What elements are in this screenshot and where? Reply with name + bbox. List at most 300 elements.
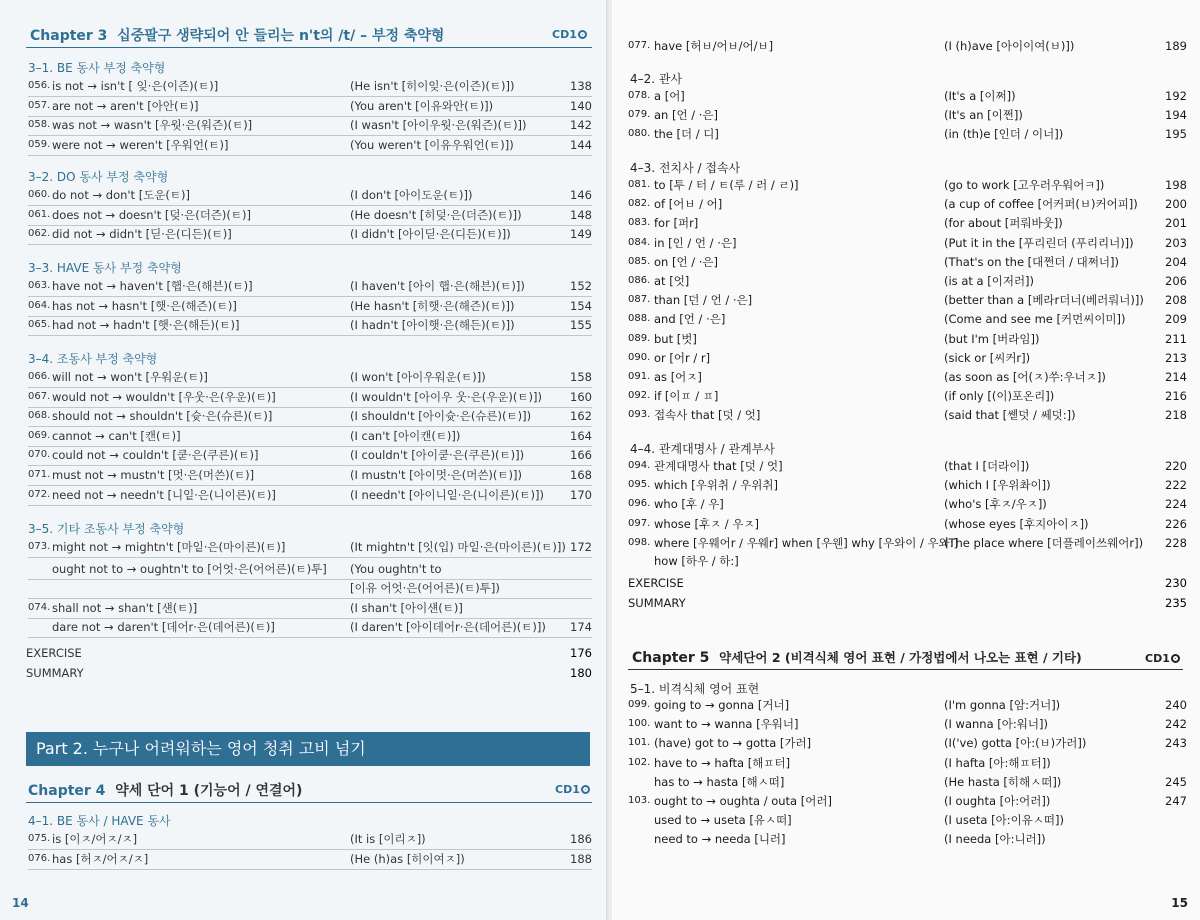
section-heading: 4–4. 관계대명사 / 관계부사	[630, 442, 775, 456]
entry-page: 168	[570, 468, 592, 482]
entry-term: will not → won't [우워운(ㅌ)]	[52, 370, 208, 384]
entry-example: (I didn't [아이딛·은(디든)(ㅌ)])	[350, 227, 511, 242]
row-divider	[28, 637, 592, 638]
entry-row	[628, 535, 1187, 552]
entry-example: (He hasta [히해ㅅ떠])	[944, 774, 1062, 789]
entry-row	[628, 832, 1183, 848]
cd-marker	[552, 28, 587, 41]
entry-row	[628, 108, 1187, 124]
entry-example: (which I [우위촤이])	[944, 478, 1051, 493]
entry-row	[628, 235, 1187, 252]
row-divider	[28, 296, 592, 297]
entry-number: 056.	[28, 80, 51, 91]
entry-number: 065.	[28, 319, 51, 331]
entry-term: whose [후ㅈ / 우ㅈ]	[654, 516, 760, 531]
entry-term: going to → gonna [거너]	[654, 698, 790, 712]
entry-example: (I hafta [아:해ㅍ터])	[944, 755, 1051, 770]
entry-page: 142	[570, 118, 592, 133]
entry-page: 226	[1165, 516, 1187, 531]
chapter3-title: 십중팔구 생략되어 안 들리는 n't의 /t/ – 부정 축약형	[117, 28, 445, 44]
entry-number: 059.	[28, 138, 51, 150]
entry-number: 061.	[28, 208, 51, 220]
row-divider	[28, 407, 592, 408]
entry-page: 240	[1165, 698, 1187, 712]
entry-page: 216	[1165, 389, 1187, 404]
chapter3-label: Chapter 3	[30, 28, 108, 44]
row-divider	[28, 869, 592, 870]
entry-row	[28, 370, 592, 386]
chapter4-rule	[26, 802, 592, 803]
entry-term: a [어]	[654, 89, 685, 103]
entry-page: 200	[1165, 197, 1187, 212]
entry-term: ought not to → oughtn't to [어엇·은(어어른)(ㅌ)투]	[52, 561, 327, 576]
exercise-page: 176	[570, 646, 592, 660]
entry-number: 068.	[28, 410, 51, 422]
chapter5-rule	[628, 669, 1183, 670]
entry-page: 154	[570, 298, 592, 313]
entry-example: (Come and see me [커먼씨이미])	[944, 312, 1126, 327]
entry-example: (in (th)e [인더 / 이너])	[944, 127, 1064, 142]
entry-example: (for about [퍼뤄바웃])	[944, 216, 1063, 231]
entry-page: 164	[570, 428, 592, 443]
entry-example: (I('ve) gotta [아:(ㅂ)가러])	[944, 736, 1087, 751]
entry-number: 097.	[628, 517, 651, 529]
entry-number: 064.	[28, 299, 51, 311]
summary-label: SUMMARY	[26, 666, 84, 680]
entry-term: an [언 / ·은]	[654, 108, 719, 123]
entry-row	[28, 852, 592, 868]
row-divider	[28, 155, 592, 156]
entry-term: dare not → daren't [데어r·은(데어른)(ㅌ)]	[52, 620, 275, 635]
chapter4-label: Chapter 4	[28, 783, 106, 799]
entry-row	[628, 736, 1187, 752]
entry-example: (I shan't [아이섄(ㅌ)]	[350, 600, 463, 615]
entry-number: 069.	[28, 429, 51, 441]
right-page	[612, 0, 1200, 920]
entry-row	[28, 227, 592, 243]
entry-example: (whose eyes [후지아이ㅈ])	[944, 516, 1089, 531]
row-divider	[28, 849, 592, 850]
entry-example: (is at a [이저러])	[944, 274, 1035, 288]
entry-row	[28, 318, 592, 334]
entry-row	[628, 497, 1187, 513]
entry-number: 062.	[28, 228, 51, 240]
entry-example: (I couldn't [아이쿧·은(쿠른)(ㅌ)])	[350, 448, 525, 463]
entry-page: 222	[1165, 478, 1187, 493]
entry-example: (You oughtn't to	[350, 561, 442, 576]
row-divider	[28, 316, 592, 317]
entry-page: 206	[1165, 274, 1187, 288]
entry-example: (I wanna [아:워너])	[944, 717, 1048, 732]
entry-number: 070.	[28, 449, 51, 461]
chapter3-heading	[30, 25, 444, 45]
entry-page: 208	[1165, 293, 1187, 308]
entry-example: (I'm gonna [암:거너])	[944, 698, 1061, 712]
exercise-label: EXERCISE	[26, 646, 82, 660]
entry-page: 247	[1165, 794, 1187, 808]
entry-number: 074.	[28, 601, 51, 613]
entry-row	[28, 488, 592, 504]
entry-term: do not → don't [도운(ㅌ)]	[52, 188, 190, 202]
entry-term: cannot → can't [캔(ㅌ)]	[52, 428, 181, 443]
entry-number: 067.	[28, 390, 51, 402]
section-heading: 5–1. 비격식체 영어 표현	[630, 682, 760, 696]
entry-row	[28, 99, 592, 115]
entry-page: 149	[570, 227, 592, 242]
row-divider	[28, 244, 592, 245]
entry-term: could not → couldn't [쿧·은(쿠른)(ㅌ)]	[52, 448, 259, 463]
exercise-label: EXERCISE	[628, 576, 684, 590]
row-divider	[28, 96, 592, 97]
entry-number: 098.	[628, 536, 651, 548]
entry-number: 076.	[28, 852, 51, 864]
entry-term: has not → hasn't [햇·은(해즌)(ㅌ)]	[52, 298, 237, 313]
entry-number: 089.	[628, 332, 651, 344]
row-divider	[28, 205, 592, 206]
entry-page: 211	[1165, 331, 1187, 346]
entry-row	[28, 188, 592, 204]
entry-example: (I useta [아:이유ㅅ떠])	[944, 813, 1064, 828]
entry-example: (I needn't [아이니잍·은(니이른)(ㅌ)])	[350, 487, 544, 502]
entry-number: 102.	[628, 756, 651, 768]
entry-example: (as soon as [어(ㅈ)쑤:우너ㅈ])	[944, 370, 1106, 384]
entry-example: (go to work [고우러우워어ㅋ])	[944, 178, 1105, 192]
entry-row	[628, 516, 1187, 533]
cd-disc-icon	[578, 30, 587, 39]
entry-example: (The place where [더플레이쓰웨어r])	[944, 535, 1144, 550]
cd-marker	[555, 783, 590, 796]
entry-row	[628, 39, 1187, 55]
row-divider	[28, 598, 592, 599]
entry-row	[28, 208, 592, 224]
entry-number: 092.	[628, 390, 651, 402]
entry-number: 101.	[628, 737, 651, 749]
entry-row	[28, 299, 592, 315]
entry-example: (He doesn't [히덪·은(더즌)(ㅌ)])	[350, 207, 522, 222]
entry-example: (I haven't [아이 햅·은(해븐)(ㅌ)])	[350, 279, 525, 293]
entry-term: had not → hadn't [햇·은(해든)(ㅌ)]	[52, 318, 240, 333]
entry-page: 146	[570, 188, 592, 202]
row-divider	[28, 505, 592, 506]
entry-row	[28, 429, 592, 445]
row-divider	[28, 335, 592, 336]
entry-number: 066.	[28, 371, 51, 382]
entry-term: or [어r / r]	[654, 350, 711, 365]
entry-example: (Put it in the [푸리린더 (푸리리너)])	[944, 235, 1134, 250]
entry-example: (I shouldn't [아이슛·은(슈른)(ㅌ)])	[350, 409, 532, 424]
entry-term: for [퍼r]	[654, 216, 699, 231]
entry-row	[28, 409, 592, 425]
row-divider	[28, 426, 592, 427]
entry-row	[628, 389, 1187, 405]
entry-page: 144	[570, 137, 592, 152]
entry-term: and [언 / ·은]	[654, 312, 726, 327]
entry-row	[628, 274, 1187, 290]
entry-row	[28, 118, 592, 134]
chapter4-title: 약세 단어 1 (기능어 / 연결어)	[115, 783, 303, 799]
entry-term: to [투 / 터 / ㅌ(루 / 러 / ㄹ)]	[654, 178, 799, 192]
entry-page: 245	[1165, 774, 1187, 789]
chapter5-title: 약세단어 2 (비격식체 영어 표현 / 가정법에서 나오는 표현 / 기타)	[719, 650, 1082, 665]
entry-page: 213	[1165, 350, 1187, 365]
entry-term: have [허ㅂ/어ㅂ/어/ㅂ]	[654, 39, 774, 53]
entry-row	[28, 138, 592, 154]
entry-term: if [이ㅍ / ㅍ]	[654, 389, 719, 404]
entry-row	[28, 540, 592, 556]
cd-disc-icon	[581, 785, 590, 794]
entry-row	[628, 698, 1187, 714]
entry-example: (who's [후ㅈ/우ㅈ])	[944, 497, 1047, 512]
entry-example: (It is [이리ㅈ])	[350, 832, 426, 846]
entry-example: (sick or [씨커r])	[944, 350, 1031, 365]
entry-number: 063.	[28, 280, 51, 291]
entry-row	[28, 581, 592, 597]
entry-row	[628, 717, 1187, 733]
entry-term: used to → useta [유ㅅ떠]	[654, 813, 792, 828]
entry-example: (I don't [아이도운(ㅌ)])	[350, 188, 473, 202]
entry-example: (It's a [이쩌])	[944, 89, 1016, 103]
entry-example: (It mightn't [잇(입) 마잍·은(마이른)(ㅌ)])	[350, 540, 566, 554]
entry-term: shall not → shan't [섄(ㅌ)]	[52, 600, 198, 615]
entry-row	[628, 178, 1187, 194]
chapter5-label: Chapter 5	[632, 650, 710, 666]
entry-term: were not → weren't [우워언(ㅌ)]	[52, 137, 229, 152]
entry-row	[628, 127, 1187, 143]
row-divider	[28, 618, 592, 619]
entry-row	[628, 554, 1183, 570]
entry-page: 243	[1165, 736, 1187, 751]
entry-page: 204	[1165, 254, 1187, 269]
entry-page: 198	[1165, 178, 1187, 192]
section-heading: 3–3. HAVE 동사 부정 축약형	[28, 261, 182, 275]
entry-number: 057.	[28, 99, 51, 111]
entry-page: 224	[1165, 497, 1187, 512]
entry-row	[628, 331, 1187, 348]
entry-page: 209	[1165, 312, 1187, 327]
entry-row	[628, 408, 1187, 424]
entry-term: 접속사 that [덧 / 엇]	[654, 408, 761, 423]
entry-example: (but I'm [버라임])	[944, 331, 1040, 346]
entry-number: 090.	[628, 351, 651, 363]
entry-example: (I needa [아:니러])	[944, 832, 1046, 847]
entry-example: (said that [쎋덧 / 쎄덧:])	[944, 408, 1076, 423]
cd-disc-icon	[1171, 654, 1180, 663]
entry-row	[628, 756, 1183, 772]
section-heading: 3–5. 기타 조동사 부정 축약형	[28, 522, 185, 536]
entry-page: 160	[570, 389, 592, 404]
entry-row	[628, 312, 1187, 328]
entry-page: 158	[570, 370, 592, 384]
entry-number: 096.	[628, 498, 651, 510]
entry-term: at [엇]	[654, 274, 690, 288]
section-heading: 3–1. BE 동사 부정 축약형	[28, 61, 166, 75]
entry-page: 203	[1165, 235, 1187, 250]
entry-example: (I mustn't [아이멋·은(머쓴)(ㅌ)])	[350, 468, 522, 482]
entry-row	[628, 293, 1187, 309]
entry-row	[628, 370, 1187, 386]
entry-page: 152	[570, 279, 592, 293]
entry-page: 174	[570, 620, 592, 635]
entry-number: 095.	[628, 479, 651, 491]
entry-row	[28, 279, 592, 295]
entry-number: 075.	[28, 833, 51, 844]
entry-term: the [더 / 디]	[654, 127, 719, 142]
entry-term: was not → wasn't [우웟·은(워즌)(ㅌ)]	[52, 118, 253, 133]
row-divider	[28, 579, 592, 580]
entry-row	[28, 390, 592, 406]
entry-term: than [던 / 언 / ·은]	[654, 293, 753, 308]
entry-term: has [허ㅈ/어ㅈ/ㅈ]	[52, 851, 149, 866]
row-divider	[28, 465, 592, 466]
entry-page: 189	[1165, 39, 1187, 53]
entry-term: does not → doesn't [덪·은(더즌)(ㅌ)]	[52, 207, 251, 222]
entry-term: have not → haven't [햅·은(해븐)(ㅌ)]	[52, 279, 253, 293]
entry-number: 060.	[28, 189, 51, 200]
entry-term: where [우웨어r / 우웨r] when [우웬] why [우와이 / 우와:]	[654, 535, 959, 550]
entry-number: 100.	[628, 718, 651, 730]
entry-row	[628, 89, 1187, 105]
entry-number: 080.	[628, 128, 651, 140]
entry-example: (You aren't [이유와안(ㅌ)])	[350, 98, 494, 113]
entry-example: (You weren't [이유우워언(ㅌ)])	[350, 137, 514, 152]
entry-row	[28, 620, 592, 636]
entry-page: 218	[1165, 408, 1187, 423]
section-heading: 3–4. 조동사 부정 축약형	[28, 352, 158, 366]
summary-page: 180	[570, 666, 592, 680]
entry-example: (He hasn't [히햇·은(해즌)(ㅌ)])	[350, 298, 515, 313]
entry-page: 140	[570, 98, 592, 113]
chapter5-heading	[632, 648, 1082, 666]
entry-number: 087.	[628, 294, 651, 306]
entry-number: 093.	[628, 409, 651, 421]
row-divider	[28, 387, 592, 388]
section-heading: 4–3. 전치사 / 접속사	[630, 161, 741, 175]
entry-row	[28, 448, 592, 464]
summary-label: SUMMARY	[628, 596, 686, 610]
entry-number: 078.	[628, 90, 651, 101]
entry-number: 099.	[628, 699, 651, 710]
entry-number: 103.	[628, 795, 651, 806]
entry-example: (I (h)ave [아이이여(ㅂ)])	[944, 39, 1075, 53]
entry-example: (I hadn't [아이햇·은(해든)(ㅌ)])	[350, 318, 515, 333]
entry-term: on [언 / ·은]	[654, 254, 719, 269]
entry-row	[628, 197, 1187, 213]
entry-row	[628, 216, 1187, 232]
entry-term: must not → mustn't [멋·은(머쓴)(ㅌ)]	[52, 468, 255, 482]
entry-row	[28, 832, 592, 848]
entry-example: (I wasn't [아이우웟·은(워즌)(ㅌ)])	[350, 118, 527, 133]
entry-page: 162	[570, 409, 592, 424]
entry-term: how [하우 / 하:]	[654, 553, 739, 568]
entry-row	[628, 459, 1187, 475]
entry-example: (He (h)as [히이여ㅈ])	[350, 851, 465, 866]
entry-row	[628, 254, 1187, 271]
entry-number: 058.	[28, 119, 51, 131]
entry-example: (better than a [베라r더너(베러뤄너)])	[944, 293, 1144, 308]
entry-number: 082.	[628, 198, 651, 210]
cd-label: CD1	[1145, 652, 1170, 665]
entry-example: (I oughta [아:어러])	[944, 794, 1051, 808]
chapter3-rule	[26, 47, 592, 48]
entry-example: (that I [더라이])	[944, 459, 1030, 473]
entry-page: 188	[570, 851, 592, 866]
entry-row	[628, 350, 1187, 367]
entry-page: 201	[1165, 216, 1187, 231]
row-divider	[28, 135, 592, 136]
entry-number: 085.	[628, 255, 651, 267]
entry-term: is not → isn't [ 잊·은(이즌)(ㅌ)]	[52, 79, 219, 93]
cd-label: CD1	[555, 783, 580, 796]
entry-term: as [어ㅈ]	[654, 370, 702, 384]
section-heading: 3–2. DO 동사 부정 축약형	[28, 170, 169, 184]
page-number: 15	[1171, 896, 1188, 910]
entry-example: (if only [(이)포온리])	[944, 389, 1055, 404]
entry-example: (a cup of coffee [어커퍼(ㅂ)커어피])	[944, 197, 1138, 212]
entry-term: of [어ㅂ / 어]	[654, 197, 723, 212]
entry-number: 079.	[628, 109, 651, 121]
entry-number: 084.	[628, 236, 651, 248]
entry-term: did not → didn't [딛·은(디든)(ㅌ)]	[52, 227, 232, 242]
entry-page: 220	[1165, 459, 1187, 473]
entry-example: (That's on the [대쩐더 / 대쩌너])	[944, 254, 1119, 269]
entry-example: (It's an [이쩐])	[944, 108, 1023, 123]
entry-term: in [인 / 언 / ·은]	[654, 235, 737, 250]
section-heading: 4–2. 관사	[630, 72, 683, 86]
entry-page: 138	[570, 79, 592, 93]
part2-banner: Part 2. 누구나 어려워하는 영어 청취 고비 넘기	[26, 732, 590, 766]
entry-page: 186	[570, 832, 592, 846]
entry-row	[628, 478, 1187, 494]
entry-term: would not → wouldn't [우웃·은(우운)(ㅌ)]	[52, 389, 276, 404]
row-divider	[28, 116, 592, 117]
row-divider	[28, 485, 592, 486]
entry-page: 242	[1165, 717, 1187, 732]
entry-example: (I can't [아이캔(ㅌ)])	[350, 428, 461, 443]
entry-example: (I won't [아이우워운(ㅌ)])	[350, 370, 486, 384]
summary-page: 235	[1165, 596, 1187, 610]
entry-number: 088.	[628, 313, 651, 325]
entry-page: 172	[570, 540, 592, 554]
entry-page: 170	[570, 487, 592, 502]
entry-term: might not → mightn't [마잍·은(마이른)(ㅌ)]	[52, 540, 286, 554]
entry-row	[28, 601, 592, 617]
entry-term: 관계대명사 that [덧 / 엇]	[654, 459, 783, 473]
entry-page: 148	[570, 207, 592, 222]
entry-number: 091.	[628, 371, 651, 382]
entry-page: 166	[570, 448, 592, 463]
page-number: 14	[12, 896, 29, 910]
entry-term: which [우위취 / 우위취]	[654, 478, 778, 493]
entry-example: (I daren't [아이데어r·은(데어른)(ㅌ)])	[350, 620, 546, 635]
entry-page: 228	[1165, 535, 1187, 550]
entry-page: 155	[570, 318, 592, 333]
entry-row	[628, 794, 1187, 810]
row-divider	[28, 446, 592, 447]
entry-term: is [이ㅈ/어ㅈ/ㅈ]	[52, 832, 138, 846]
entry-term: but [벗]	[654, 331, 697, 346]
entry-number: 081.	[628, 179, 651, 190]
entry-page: 214	[1165, 370, 1187, 384]
entry-example: (He isn't [히이잊·은(이즌)(ㅌ)])	[350, 79, 515, 93]
entry-row	[28, 468, 592, 484]
entry-row	[28, 562, 592, 578]
entry-term: are not → aren't [아안(ㅌ)]	[52, 98, 199, 113]
entry-number: 073.	[28, 541, 51, 552]
entry-term: want to → wanna [우워너]	[654, 717, 799, 732]
entry-example: [이유 어엇·은(어어른)(ㅌ)투])	[350, 581, 500, 596]
entry-page: 194	[1165, 108, 1187, 123]
entry-term: ought to → oughta / outa [어러]	[654, 794, 832, 808]
